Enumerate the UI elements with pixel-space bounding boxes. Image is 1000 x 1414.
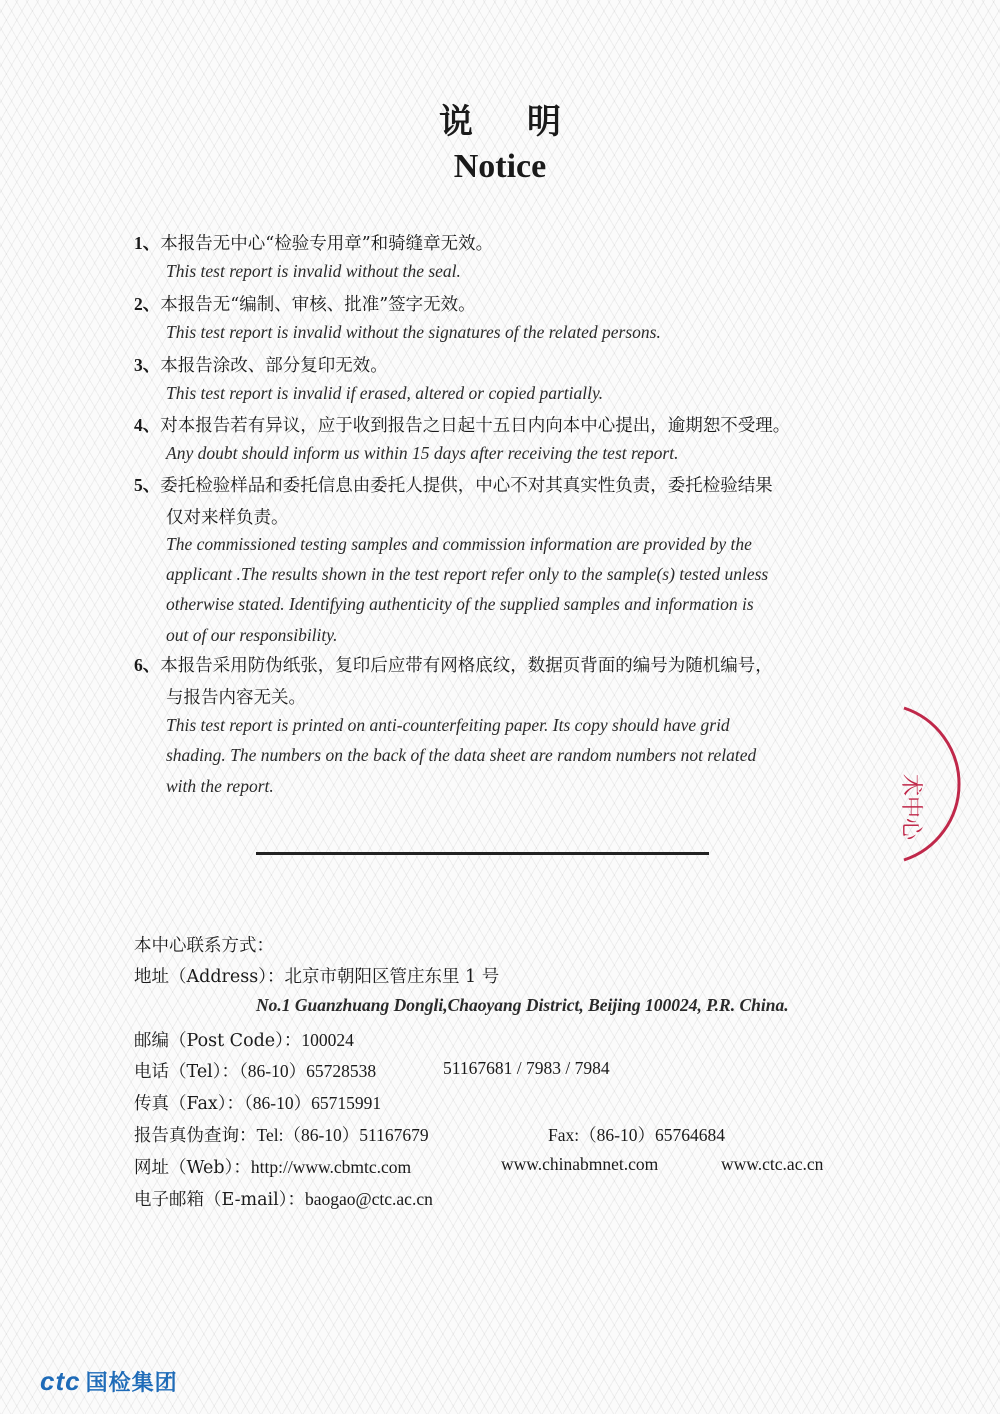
contact-email: 电子邮箱（E-mail）：baogao@ctc.ac.cn (134, 1189, 433, 1210)
title-english: Notice (453, 148, 547, 185)
contact-address-cn: 地址（Address）：北京市朝阳区管庄东里 1 号 (134, 967, 500, 987)
contact-heading: 本中心联系方式： (134, 936, 274, 956)
notice-item-1-en: This test report is invalid without the seal. (166, 261, 461, 281)
contact-telephone: 电话（Tel）：（86-10）65728538 (134, 1061, 377, 1082)
web-link-1[interactable]: http://www.cbmtc.com (250, 1157, 412, 1177)
web-link-3[interactable]: www.ctc.ac.cn (721, 1154, 824, 1174)
contact-verify-fax: Fax:（86-10）65764684 (548, 1125, 725, 1145)
notice-item-3-en: This test report is invalid if erased, altered or copied partially. (166, 383, 604, 403)
section-divider (256, 852, 709, 855)
contact-verify-tel: 报告真伪查询：Tel:（86-10）51167679 (134, 1125, 429, 1146)
seal-text: 术中心 (898, 774, 923, 841)
notice-item-6-cn-cont: 与报告内容无关。 (166, 688, 306, 708)
web-link-2[interactable]: www.chinabmnet.com (501, 1154, 659, 1174)
notice-item-6-en-2: shading. The numbers on the back of the data sheet are random numbers not related (166, 745, 757, 765)
notice-item-4-en: Any doubt should inform us within 15 days after receiving the test report. (166, 443, 679, 463)
contact-fax: 传真（Fax）：（86-10）65715991 (134, 1093, 382, 1114)
notice-item-3-cn: 3、本报告涂改、部分复印无效。 (134, 355, 388, 376)
notice-item-2-en: This test report is invalid without the signatures of the related persons. (166, 322, 661, 342)
notice-item-5-en-2: applicant .The results shown in the test report refer only to the sample(s) tested unless (166, 564, 769, 584)
contact-web: 网址（Web）：http://www.cbmtc.com (134, 1157, 412, 1178)
red-seal-stamp (884, 700, 980, 870)
logo-mark: ctc (40, 1366, 81, 1396)
notice-item-6-cn: 6、本报告采用防伪纸张，复印后应带有网格底纹，数据页背面的编号为随机编号， (134, 655, 773, 676)
contact-telephone-extra: 51167681 / 7983 / 7984 (443, 1058, 610, 1078)
notice-item-1-cn: 1、本报告无中心“检验专用章”和骑缝章无效。 (134, 233, 494, 254)
contact-post-code: 邮编（Post Code）：100024 (134, 1030, 354, 1051)
contact-address-en: No.1 Guanzhuang Dongli,Chaoyang District, Beijing 100024, P.R. China. (256, 995, 789, 1015)
notice-item-5-en-4: out of our responsibility. (166, 625, 338, 645)
notice-item-6-en-3: with the report. (166, 776, 274, 796)
logo-name: 国检集团 (85, 1371, 178, 1396)
notice-item-2-cn: 2、本报告无“编制、审核、批准”签字无效。 (134, 294, 476, 315)
notice-item-5-en-1: The commissioned testing samples and commission information are provided by the (166, 534, 752, 554)
notice-item-5-cn-cont: 仅对来样负责。 (166, 508, 289, 528)
title-chinese: 说明 (439, 102, 615, 142)
notice-item-5-cn: 5、委托检验样品和委托信息由委托人提供，中心不对其真实性负责，委托检验结果 (134, 475, 773, 496)
notice-item-4-cn: 4、对本报告若有异议，应于收到报告之日起十五日内向本中心提出，逾期恕不受理。 (134, 415, 791, 436)
notice-item-5-en-3: otherwise stated. Identifying authenticity of the supplied samples and information is (166, 594, 754, 614)
email-link[interactable]: baogao@ctc.ac.cn (304, 1189, 433, 1209)
notice-item-6-en-1: This test report is printed on anti-counterfeiting paper. Its copy should have grid (166, 715, 730, 735)
ctc-logo (40, 1366, 178, 1396)
